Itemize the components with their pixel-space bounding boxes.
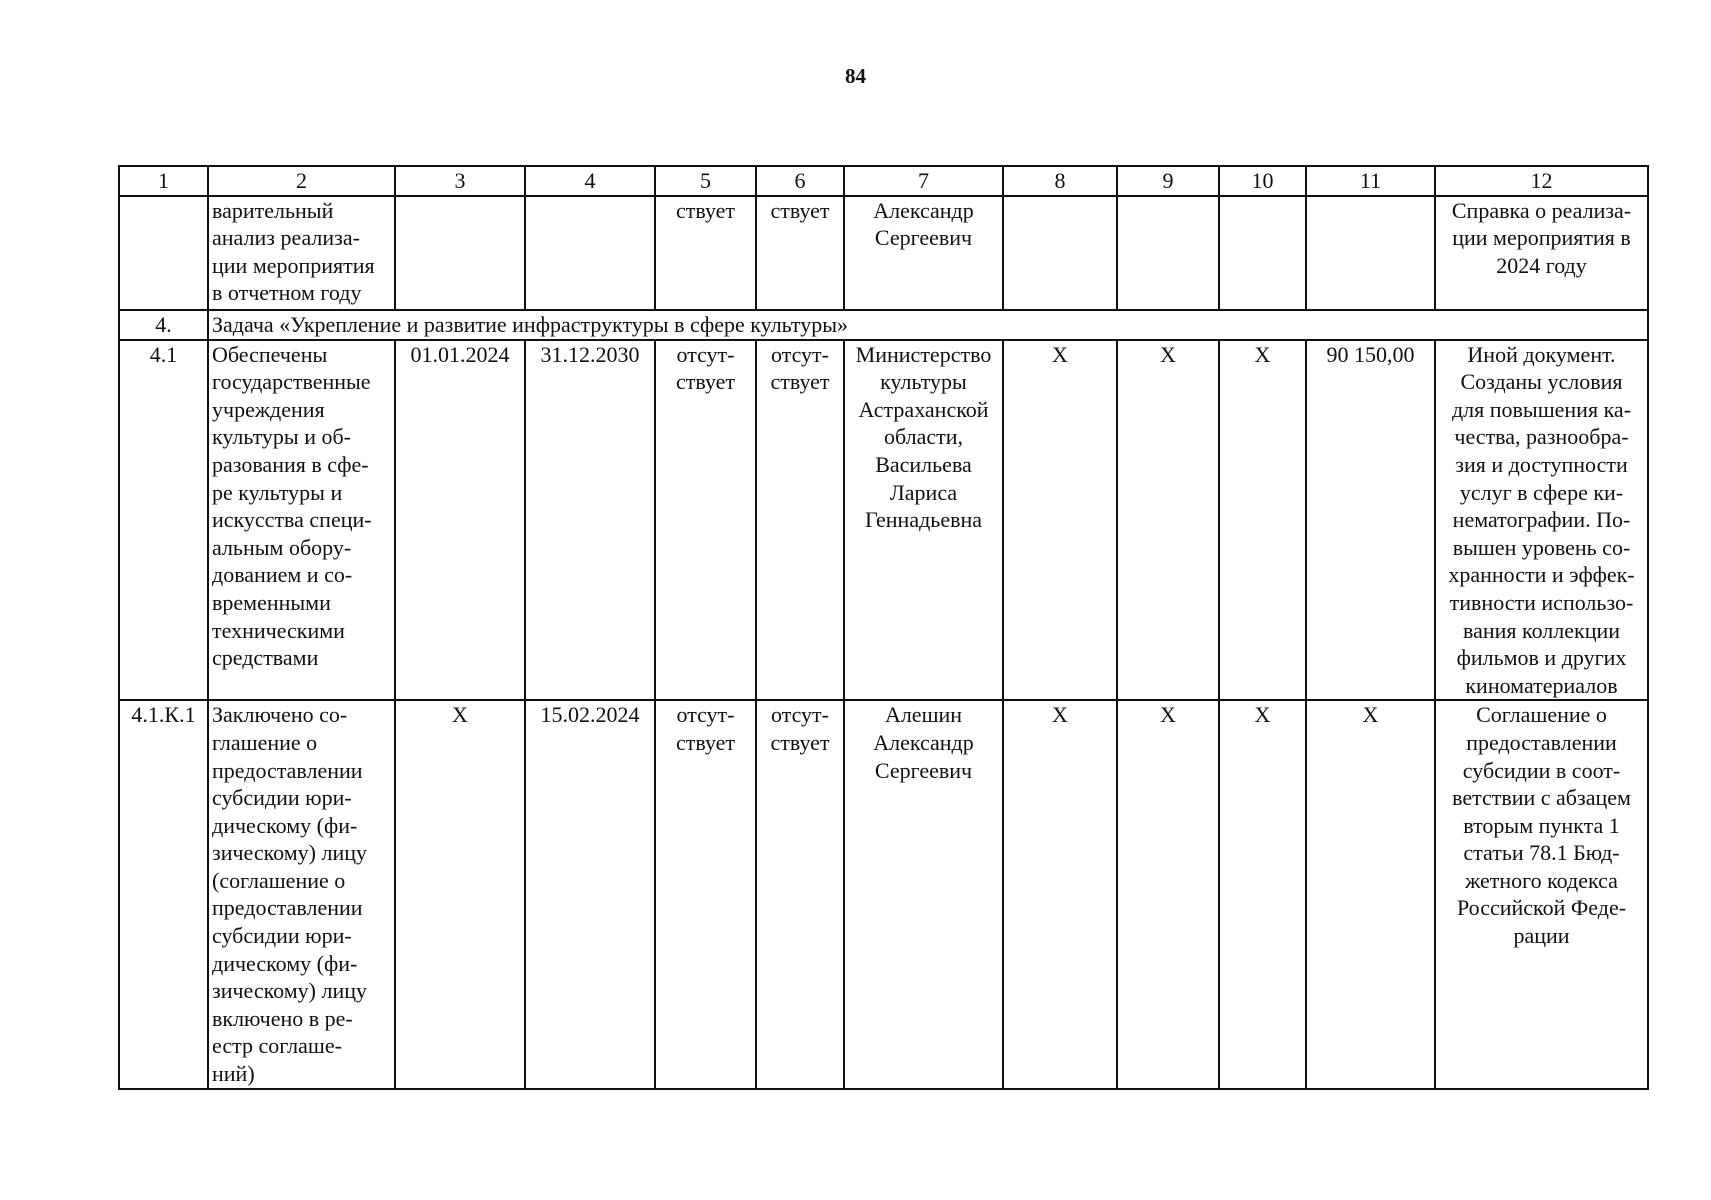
cell-col9: X xyxy=(1117,340,1219,701)
col-number-5: 5 xyxy=(655,166,756,196)
col-number-4: 4 xyxy=(525,166,655,196)
cell-responsible: Министерство культуры Астраханской области, Васильева Лариса Геннадьевна xyxy=(844,340,1003,701)
cell-col8: X xyxy=(1003,700,1117,1088)
cell-number: 4.1 xyxy=(119,340,208,701)
cell-responsible: Александр Сергеевич xyxy=(844,196,1003,310)
cell-start-date: X xyxy=(395,700,525,1088)
cell-result-document: Справка о реализа- ции мероприятия в 2024 году xyxy=(1435,196,1648,310)
cell-description: варительный анализ реализа- ции мероприятия в отчетном году xyxy=(208,196,395,310)
cell-start-date xyxy=(395,196,525,310)
cell-start-date: 01.01.2024 xyxy=(395,340,525,701)
table-row-4-1-k-1 xyxy=(119,700,1648,1088)
cell-col6: ствует xyxy=(756,196,844,310)
cell-col11: X xyxy=(1306,700,1435,1088)
cell-result-document: Соглашение о предоставлении субсидии в соот- ветствии с абзацем вторым пункта 1 статьи 78.1 Бюд- жетного кодекса Российской Феде- рации xyxy=(1435,700,1648,1088)
col-number-8: 8 xyxy=(1003,166,1117,196)
col-number-7: 7 xyxy=(844,166,1003,196)
col-number-3: 3 xyxy=(395,166,525,196)
cell-col5: отсут- ствует xyxy=(655,700,756,1088)
column-number-row xyxy=(119,166,1648,196)
table-row-task xyxy=(119,310,1648,340)
cell-responsible: Алешин Александр Сергеевич xyxy=(844,700,1003,1088)
cell-result-document: Иной документ. Созданы условия для повышения ка- чества, разнообра- зия и доступности услуг в сфере ки- нематографии. По- вышен уровень со- хранности и эффек- тивности использо- вания коллекции фильмов и других киноматериалов xyxy=(1435,340,1648,701)
cell-col11: 90 150,00 xyxy=(1306,340,1435,701)
cell-col10: X xyxy=(1219,700,1306,1088)
cell-col10: X xyxy=(1219,340,1306,701)
cell-col8 xyxy=(1003,196,1117,310)
cell-col5: отсут- ствует xyxy=(655,340,756,701)
col-number-11: 11 xyxy=(1306,166,1435,196)
cell-end-date: 31.12.2030 xyxy=(525,340,655,701)
table-row-4-1 xyxy=(119,340,1648,701)
cell-col6: отсут- ствует xyxy=(756,340,844,701)
cell-col9: X xyxy=(1117,700,1219,1088)
col-number-9: 9 xyxy=(1117,166,1219,196)
col-number-12: 12 xyxy=(1435,166,1648,196)
cell-end-date: 15.02.2024 xyxy=(525,700,655,1088)
measures-table xyxy=(118,165,1649,1090)
col-number-6: 6 xyxy=(756,166,844,196)
task-number: 4. xyxy=(119,310,208,340)
cell-col9 xyxy=(1117,196,1219,310)
cell-description: Заключено со- глашение о предоставлении субсидии юри- дическому (фи- зическому) лицу (соглашение о предоставлении субсидии юри- дическому (фи- зическому) лицу включено в ре- естр соглаше- ний) xyxy=(208,700,395,1088)
cell-col10 xyxy=(1219,196,1306,310)
cell-col6: отсут- ствует xyxy=(756,700,844,1088)
col-number-10: 10 xyxy=(1219,166,1306,196)
cell-end-date xyxy=(525,196,655,310)
cell-number: 4.1.К.1 xyxy=(119,700,208,1088)
table-row-continued xyxy=(119,196,1648,310)
cell-description: Обеспечены государственные учреждения культуры и об- разования в сфе- ре культуры и искусства специ- альным обору- дованием и со- временными техническими средствами xyxy=(208,340,395,701)
cell-col5: ствует xyxy=(655,196,756,310)
cell-col8: X xyxy=(1003,340,1117,701)
col-number-2: 2 xyxy=(208,166,395,196)
col-number-1: 1 xyxy=(119,166,208,196)
cell-col11 xyxy=(1306,196,1435,310)
cell-number xyxy=(119,196,208,310)
task-title: Задача «Укрепление и развитие инфраструктуры в сфере культуры» xyxy=(208,310,1648,340)
page-number: 84 xyxy=(845,64,866,88)
